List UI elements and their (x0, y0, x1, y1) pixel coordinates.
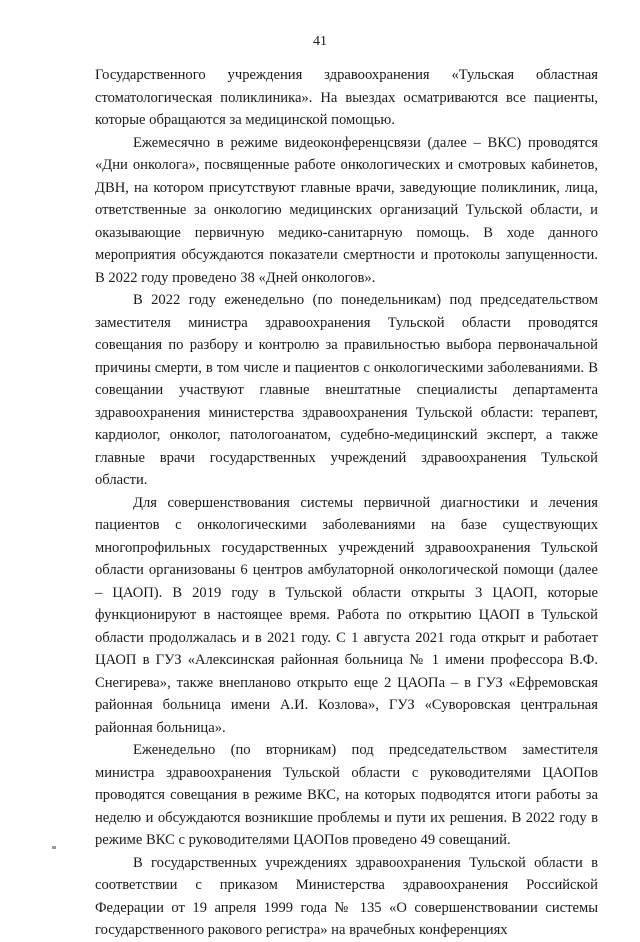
paragraph-continuation: Государственного учреждения здравоохранения «Тульская областная стоматологическая поликлиника». На выездах осматриваются все пациенты, которые обращаются за медицинской помощью. (95, 67, 598, 128)
paragraph-cancer-registry: В государственных учреждениях здравоохранения Тульской области в соответствии с приказом Министерства здравоохранения Российской Федерации от 19 апреля 1999 года № 135 «О совершенствовании системы государственного ракового регистра» на врачебных конференциях (95, 854, 598, 938)
page-number: 41 (313, 34, 327, 49)
paragraph-oncologist-days: Ежемесячно в режиме видеоконференцсвязи (далее – ВКС) проводятся «Дни онколога», посвященные работе онкологических и смотровых кабинетов, ДВН, на котором присутствуют главные врачи, заведующие поликлиник, лица, ответственные за онкологию медицинских организаций Тульской области, и оказывающие первичную медико-санитарную помощь. В ходе данного мероприятия обсуждаются показатели смертности и протоколы запущенности. В 2022 году проведено 38 «Дней онкологов». (95, 134, 598, 286)
scan-mark (52, 846, 56, 849)
paragraph-mortality-meetings: В 2022 году еженедельно (по понедельникам) под председательством заместителя министра здравоохранения Тульской области проводятся совещания по разбору и контролю за правильностью выбора первоначальной причины смерти, в том числе и пациентов с онкологическими заболеваниями. В совещании участвуют главные внештатные специалисты департамента здравоохранения министерства здравоохранения Тульской области: терапевт, кардиолог, онколог, патологоанатом, судебно-медицинский эксперт, а также главные врачи государственных учреждений здравоохранения Тульской области. (95, 292, 598, 488)
body-text (95, 64, 598, 942)
paragraph-caop-meetings: Еженедельно (по вторникам) под председательством заместителя министра здравоохранения Тульской области с руководителями ЦАОПов проводятся совещания в режиме ВКС, на которых подводятся итоги работы за неделю и обсуждаются возникшие проблемы и пути их решения. В 2022 году в режиме ВКС с руководителями ЦАОПов проведено 49 совещаний. (95, 742, 598, 848)
paragraph-caop-centers: Для совершенствования системы первичной диагностики и лечения пациентов с онкологическими заболеваниями на базе существующих многопрофильных государственных учреждений здравоохранения Тульской области организованы 6 центров амбулаторной онкологической помощи (далее – ЦАОП). В 2019 году в Тульской области открыты 3 ЦАОП, которые функционируют в настоящее время. Работа по открытию ЦАОП в Тульской области продолжалась и в 2021 году. С 1 августа 2021 года открыт и работает ЦАОП в ГУЗ «Алексинская районная больница № 1 имени профессора В.Ф. Снегирева», также внепланово открыто еще 2 ЦАОПа – в ГУЗ «Ефремовская районная больница имени А.И. Козлова», ГУЗ «Суворовская центральная районная больница». (95, 494, 598, 736)
